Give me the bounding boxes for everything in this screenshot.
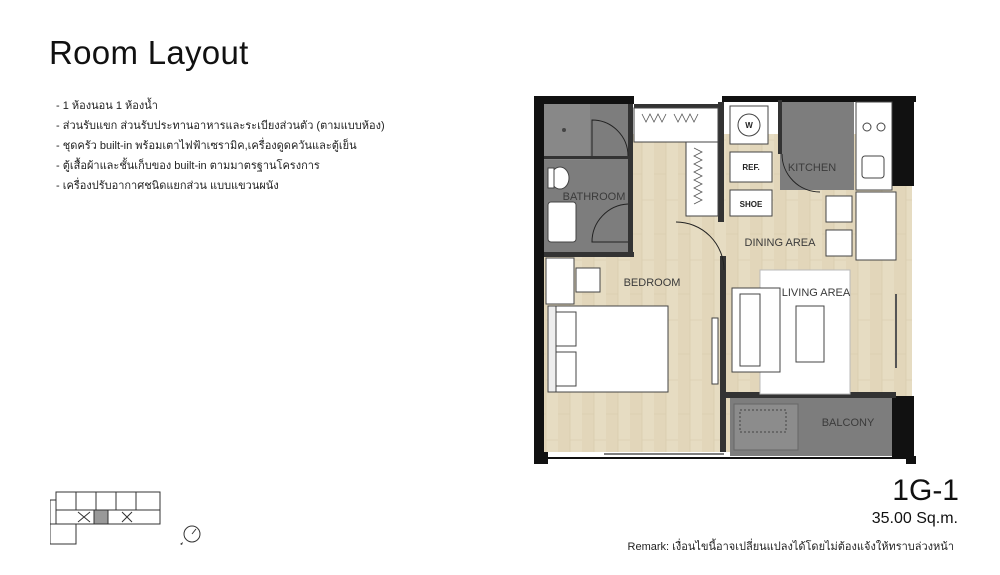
washer-label: W — [745, 121, 753, 130]
room-label-bathroom: BATHROOM — [562, 191, 626, 203]
feature-list — [56, 96, 385, 196]
wall — [628, 104, 633, 252]
desk-chair — [576, 268, 600, 292]
north-arrow-icon — [178, 522, 204, 548]
feature-item: - เครื่องปรับอากาศชนิดแยกส่วน แบบแขวนผนัง — [56, 176, 385, 196]
dining-chair — [826, 196, 852, 222]
unit-code: 1G-1 — [892, 474, 959, 507]
page-title: Room Layout — [49, 34, 249, 71]
dining-table — [856, 192, 896, 260]
pillow — [556, 312, 576, 346]
key-plan-unit-highlight — [94, 510, 108, 524]
toilet-tank — [548, 168, 554, 188]
wall — [720, 256, 726, 452]
wall — [778, 100, 782, 154]
room-label-living: LIVING AREA — [781, 287, 851, 299]
wall — [534, 96, 634, 104]
room-label-dining: DINING AREA — [744, 237, 816, 249]
unit-area: 35.00 Sq.m. — [871, 510, 958, 527]
wall — [892, 96, 914, 186]
pillow — [556, 352, 576, 386]
balcony-planter — [734, 404, 798, 450]
floor-plan — [534, 96, 916, 466]
wall — [544, 252, 634, 257]
feature-item: - 1 ห้องนอน 1 ห้องน้ำ — [56, 96, 385, 116]
wall — [906, 456, 916, 464]
kitchen-sink — [862, 156, 884, 178]
room-label-bedroom: BEDROOM — [623, 277, 681, 289]
wardrobe — [634, 108, 718, 142]
room-label-balcony: BALCONY — [821, 417, 875, 429]
wall — [718, 102, 724, 222]
dining-chair — [826, 230, 852, 256]
desk — [546, 258, 574, 304]
wall — [544, 156, 628, 159]
bed-headboard — [548, 306, 556, 392]
feature-item: - ชุดครัว built-in พร้อมเตาไฟฟ้าเซรามิค,เครื่องดูดควันและตู้เย็น — [56, 136, 385, 156]
wall — [534, 96, 544, 452]
room-label-kitchen: KITCHEN — [787, 162, 837, 174]
tv-cabinet — [712, 318, 718, 384]
bathroom-shower — [544, 104, 590, 160]
wardrobe — [686, 142, 718, 216]
wall — [634, 104, 718, 108]
sofa-cushion — [740, 294, 760, 366]
key-plan — [50, 490, 162, 546]
feature-item: - ตู้เสื้อผ้าและชั้นเก็บของ built-in ตามมาตรฐานโครงการ — [56, 156, 385, 176]
wall — [892, 396, 914, 458]
kitchen-floor — [780, 100, 854, 190]
shoe-label: SHOE — [739, 200, 763, 209]
wash-basin — [548, 202, 576, 242]
fridge-label: REF. — [742, 163, 760, 172]
wall — [722, 96, 916, 102]
coffee-table — [796, 306, 824, 362]
feature-item: - ส่วนรับแขก ส่วนรับประทานอาหารและระเบียงส่วนตัว (ตามแบบห้อง) — [56, 116, 385, 136]
remark: Remark: เงื่อนไขนี้อาจเปลี่ยนแปลงได้โดยไม่ต้องแจ้งให้ทราบล่วงหน้า — [627, 541, 954, 553]
shower-drain — [562, 128, 566, 132]
